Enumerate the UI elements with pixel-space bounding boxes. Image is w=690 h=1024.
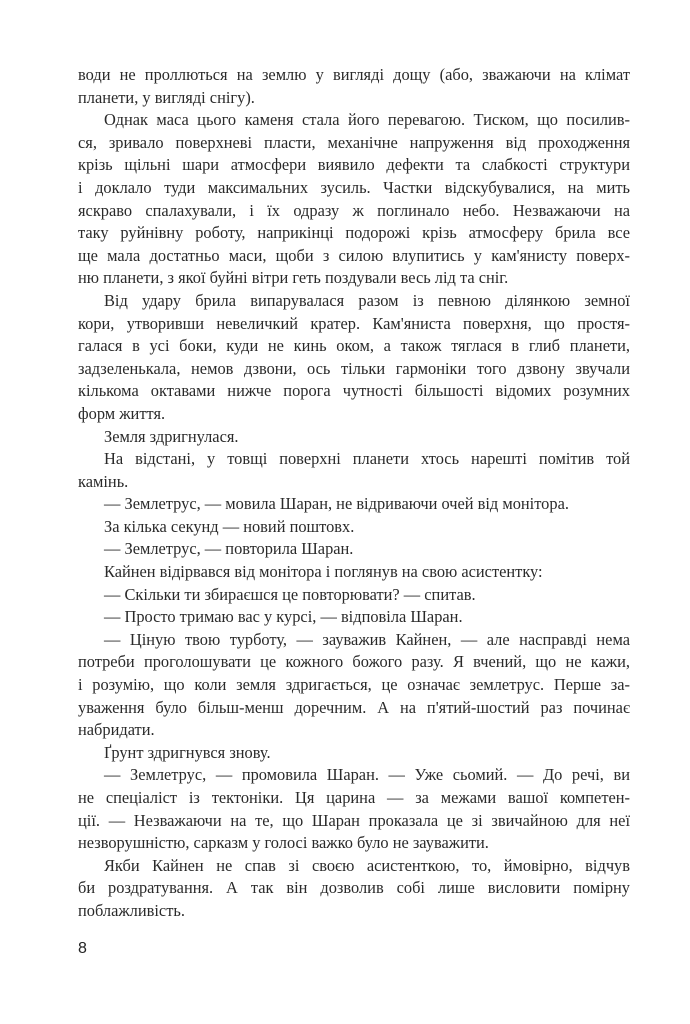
- text-line: таку руйнівну роботу, наприкінці подорожі крізь атмосферу брила все: [78, 223, 630, 243]
- body-text: [78, 64, 630, 923]
- text-line: Однак маса цього каменя стала його перевагою. Тиском, що посилив-: [104, 110, 630, 130]
- text-line: і доклало туди максимальних зусиль. Частки відскубувалися, на мить: [78, 177, 630, 197]
- text-line: За кілька секунд — новий поштовх.: [104, 516, 355, 536]
- text-line: — Скільки ти збираєшся це повторювати? — спитав.: [104, 584, 476, 604]
- text-line: ню планети, з якої буйні вітри геть поздували весь лід та сніг.: [78, 268, 509, 288]
- text-line: кількома октавами нижче порога чутності більшості відомих розумних: [78, 381, 630, 401]
- text-line: Кайнен відірвався від монітора і поглянув на свою асистентку:: [104, 562, 543, 582]
- text-line: яскраво спалахували, і їх одразу ж поглинало небо. Незважаючи на: [78, 200, 630, 220]
- text-line: і розумію, що коли земля здригається, це означає землетрус. Перше за-: [78, 675, 630, 695]
- text-line: води не проллються на землю у вигляді дощу (або, зважаючи на клімат: [78, 65, 630, 84]
- text-line: уваження було більш-менш доречним. А на п'ятий-шостий раз починає: [78, 697, 630, 717]
- text-line: планети, у вигляді снігу).: [78, 87, 255, 107]
- text-line: Земля здригнулася.: [104, 426, 239, 446]
- text-line: — Землетрус, — мовила Шаран, не відриваючи очей від монітора.: [104, 494, 569, 514]
- text-line: Якби Кайнен не спав зі своєю асистенткою, то, ймовірно, відчув: [104, 855, 630, 875]
- text-line: — Землетрус, — повторила Шаран.: [104, 539, 354, 559]
- text-line: — Ціную твою турботу, — зауважив Кайнен, — але насправді нема: [104, 629, 630, 649]
- text-line: форм життя.: [78, 403, 166, 423]
- text-line: Ґрунт здригнувся знову.: [104, 742, 271, 762]
- text-line: — Землетрус, — промовила Шаран. — Уже сьомий. — До речі, ви: [104, 765, 630, 785]
- text-line: не спеціаліст із тектоніки. Ця царина — за межами вашої компетен-: [78, 788, 630, 807]
- text-line: задзеленькала, немов дзвони, ось тільки гармоніки того дзвону звучали: [78, 358, 630, 378]
- text-line: камінь.: [78, 471, 129, 491]
- page-number: 8: [78, 940, 87, 957]
- text-line: поблажливість.: [78, 900, 185, 920]
- text-line: ще мала достатньо маси, щоби з силою влупитись у кам'янисту поверх-: [78, 245, 630, 265]
- text-line: би роздратування. А так він дозволив собі лише висловити помірну: [78, 878, 630, 898]
- text-line: Від удару брила випарувалася разом із певною ділянкою земної: [104, 290, 630, 310]
- text-line: галася в усі боки, куди не кинь оком, а також тяглася в глиб планети,: [78, 336, 630, 356]
- text-line: крізь щільні шари атмосфери виявило дефекти та слабкості структури: [78, 155, 630, 175]
- text-line: незворушністю, сарказм у голосі важко було не зауважити.: [78, 833, 489, 853]
- text-line: ції. — Незважаючи на те, що Шаран проказала це зі звичайною для неї: [78, 810, 630, 830]
- text-line: кори, утворивши невеличкий кратер. Кам'яниста поверхня, що простя-: [78, 313, 630, 333]
- text-line: набридати.: [78, 720, 155, 740]
- text-line: — Просто тримаю вас у курсі, — відповіла Шаран.: [104, 607, 463, 627]
- text-line: потреби проголошувати це кожного божого разу. Я вчений, що не кажи,: [78, 652, 630, 672]
- text-line: ся, зривало поверхневі пласти, механічне напруження від проходження: [78, 132, 630, 152]
- text-line: На відстані, у товщі поверхні планети хтось нарешті помітив той: [104, 449, 630, 469]
